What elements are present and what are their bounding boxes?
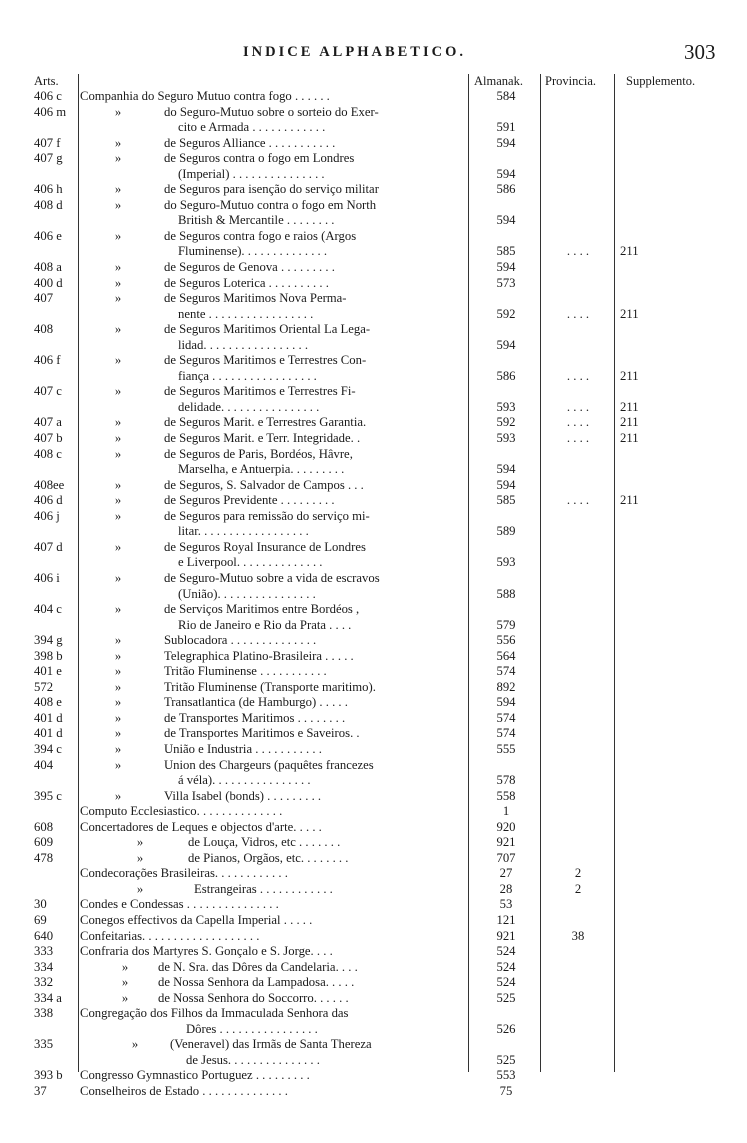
- entry-description: do Seguro-Mutuo sobre o sorteio do Exer-: [164, 104, 379, 119]
- provincia-page: . . . .: [566, 493, 590, 508]
- index-row: [0, 353, 747, 369]
- ditto-mark: »: [121, 990, 129, 1005]
- almanak-page: 593: [496, 555, 516, 570]
- index-row: [0, 835, 747, 851]
- entry-description: de Seguros Maritimos Nova Perma-: [164, 291, 347, 306]
- article-number: 406 f: [34, 353, 61, 368]
- almanak-page: 524: [496, 959, 516, 974]
- entry-description: de Pianos, Orgãos, etc. . . . . . . .: [188, 850, 349, 865]
- entry-description: de Seguros Previdente . . . . . . . . .: [164, 493, 335, 508]
- column-header-supplemento: Supplemento.: [626, 74, 696, 88]
- index-row: [0, 213, 747, 229]
- entry-description: Estrangeiras . . . . . . . . . . . .: [194, 881, 333, 896]
- index-row: [0, 198, 747, 214]
- ditto-mark: »: [114, 570, 122, 585]
- article-number: 478: [34, 850, 54, 865]
- index-row: [0, 991, 747, 1007]
- almanak-page: 594: [496, 462, 516, 477]
- almanak-page: 564: [496, 648, 516, 663]
- almanak-page: 28: [499, 881, 513, 896]
- ditto-mark: »: [114, 508, 122, 523]
- supplemento-page: 211: [620, 415, 639, 430]
- ditto-mark: »: [121, 975, 129, 990]
- entry-description: Tritão Fluminense (Transporte maritimo).: [164, 679, 376, 694]
- index-row: [0, 167, 747, 183]
- index-row: [0, 415, 747, 431]
- ditto-mark: »: [114, 602, 122, 617]
- ditto-mark: »: [114, 104, 122, 119]
- almanak-page: 524: [496, 975, 516, 990]
- almanak-page: 592: [496, 415, 516, 430]
- entry-description: de Seguros Maritimos e Terrestres Fi-: [164, 384, 356, 399]
- index-row: [0, 944, 747, 960]
- index-row: [0, 338, 747, 354]
- entry-description: Congresso Gymnastico Portuguez . . . . . . . . .: [80, 1068, 310, 1083]
- almanak-page: 121: [496, 912, 516, 927]
- almanak-page: 707: [496, 850, 516, 865]
- ditto-mark: »: [114, 353, 122, 368]
- provincia-page: . . . .: [566, 306, 590, 321]
- article-number: 30: [34, 897, 47, 912]
- supplemento-page: 211: [620, 431, 639, 446]
- entry-description: cito e Armada . . . . . . . . . . . .: [178, 120, 326, 135]
- index-entries: [0, 89, 747, 1100]
- almanak-page: 578: [496, 773, 516, 788]
- ditto-mark: »: [136, 881, 144, 896]
- page-header: [0, 40, 747, 68]
- entry-description: Telegraphica Platino-Brasileira . . . . .: [164, 648, 354, 663]
- almanak-page: 556: [496, 633, 516, 648]
- index-row: [0, 695, 747, 711]
- almanak-page: 524: [496, 944, 516, 959]
- supplemento-page: 211: [620, 399, 639, 414]
- entry-description: de Seguros, S. Salvador de Campos . . .: [164, 477, 364, 492]
- entry-description: fiança . . . . . . . . . . . . . . . . .: [178, 368, 317, 383]
- supplemento-page: 211: [620, 493, 639, 508]
- index-row: [0, 1037, 747, 1053]
- ditto-mark: »: [114, 431, 122, 446]
- running-title: INDICE ALPHABETICO.: [243, 44, 466, 60]
- entry-description: de Jesus. . . . . . . . . . . . . . .: [186, 1052, 320, 1067]
- almanak-page: 525: [496, 990, 516, 1005]
- ditto-mark: »: [114, 182, 122, 197]
- entry-description: Sublocadora . . . . . . . . . . . . . .: [164, 633, 317, 648]
- ditto-mark: »: [114, 384, 122, 399]
- almanak-page: 555: [496, 741, 516, 756]
- almanak-page: 586: [496, 368, 516, 383]
- index-row: [0, 571, 747, 587]
- article-number: 406 j: [34, 508, 60, 523]
- index-row: [0, 882, 747, 898]
- entry-description: de Seguro-Mutuo sobre a vida de escravos: [164, 570, 380, 585]
- entry-description: Dôres . . . . . . . . . . . . . . . .: [186, 1021, 318, 1036]
- entry-description: de Seguros Maritimos Oriental La Lega-: [164, 322, 371, 337]
- index-row: [0, 913, 747, 929]
- article-number: 608: [34, 819, 54, 834]
- index-row: [0, 291, 747, 307]
- article-number: 334 a: [34, 990, 62, 1005]
- almanak-page: 558: [496, 788, 516, 803]
- article-number: 406 m: [34, 104, 67, 119]
- ditto-mark: »: [121, 959, 129, 974]
- entry-description: nente . . . . . . . . . . . . . . . . .: [178, 306, 314, 321]
- index-row: [0, 1084, 747, 1100]
- ditto-mark: »: [114, 679, 122, 694]
- index-row: [0, 462, 747, 478]
- entry-description: de Seguros contra fogo e raios (Argos: [164, 228, 357, 243]
- almanak-page: 591: [496, 120, 516, 135]
- index-row: [0, 711, 747, 727]
- ditto-mark: »: [114, 275, 122, 290]
- article-number: 408 e: [34, 695, 62, 710]
- index-row: [0, 120, 747, 136]
- ditto-mark: »: [114, 493, 122, 508]
- almanak-page: 1: [502, 804, 510, 819]
- article-number: 408 a: [34, 260, 62, 275]
- index-row: [0, 929, 747, 945]
- ditto-mark: »: [114, 757, 122, 772]
- provincia-page: . . . .: [566, 244, 590, 259]
- almanak-page: 573: [496, 275, 516, 290]
- ditto-mark: »: [114, 228, 122, 243]
- article-number: 407 d: [34, 539, 63, 554]
- article-number: 407 b: [34, 431, 63, 446]
- entry-description: (União). . . . . . . . . . . . . . . .: [178, 586, 316, 601]
- column-header-provincia: Provincia.: [545, 74, 597, 88]
- index-row: [0, 540, 747, 556]
- almanak-page: 586: [496, 182, 516, 197]
- index-row: [0, 524, 747, 540]
- almanak-page: 553: [496, 1068, 516, 1083]
- article-number: 69: [34, 912, 47, 927]
- almanak-page: 589: [496, 524, 516, 539]
- entry-description: de Serviços Maritimos entre Bordéos ,: [164, 602, 360, 617]
- entry-description: Companhia do Seguro Mutuo contra fogo . . . . . .: [80, 89, 330, 103]
- almanak-page: 920: [496, 819, 516, 834]
- article-number: 407 c: [34, 384, 62, 399]
- article-number: 406 i: [34, 570, 60, 585]
- ditto-mark: »: [114, 539, 122, 554]
- provincia-page: . . . .: [566, 415, 590, 430]
- provincia-page: 38: [571, 928, 585, 943]
- index-row: [0, 680, 747, 696]
- provincia-page: 2: [574, 866, 582, 881]
- almanak-page: 585: [496, 493, 516, 508]
- index-row: [0, 307, 747, 323]
- article-number: 408: [34, 322, 54, 337]
- almanak-page: 574: [496, 726, 516, 741]
- almanak-page: 594: [496, 260, 516, 275]
- article-number: 394 c: [34, 741, 62, 756]
- ditto-mark: »: [136, 850, 144, 865]
- article-number: 398 b: [34, 648, 63, 663]
- entry-description: de Seguros para isenção do serviço militar: [164, 182, 379, 197]
- index-row: [0, 975, 747, 991]
- index-row: [0, 820, 747, 836]
- entry-description: de Seguros Loterica . . . . . . . . . .: [164, 275, 329, 290]
- index-row: [0, 136, 747, 152]
- entry-description: Rio de Janeiro e Rio da Prata . . . .: [178, 617, 352, 632]
- article-number: 406 d: [34, 493, 63, 508]
- entry-description: de Nossa Senhora da Lampadosa. . . . .: [158, 975, 355, 990]
- ditto-mark: »: [114, 633, 122, 648]
- index-row: [0, 369, 747, 385]
- article-number: 406 e: [34, 228, 62, 243]
- entry-description: Congregação dos Filhos da Immaculada Senhora das: [80, 1006, 349, 1021]
- index-row: [0, 726, 747, 742]
- index-row: [0, 897, 747, 913]
- entry-description: de Seguros para remissão do serviço mi-: [164, 508, 370, 523]
- index-row: [0, 602, 747, 618]
- supplemento-page: 211: [620, 368, 639, 383]
- article-number: 404: [34, 757, 54, 772]
- article-number: 338: [34, 1006, 54, 1021]
- index-row: [0, 742, 747, 758]
- article-number: 37: [34, 1084, 47, 1098]
- index-row: [0, 509, 747, 525]
- index-row: [0, 400, 747, 416]
- provincia-page: . . . .: [566, 431, 590, 446]
- entry-description: á véla). . . . . . . . . . . . . . . .: [178, 773, 311, 788]
- index-row: [0, 758, 747, 774]
- index-row: [0, 105, 747, 121]
- index-row: [0, 555, 747, 571]
- ditto-mark: »: [114, 648, 122, 663]
- article-number: 407 a: [34, 415, 62, 430]
- index-row: [0, 866, 747, 882]
- entry-description: de Seguros de Genova . . . . . . . . .: [164, 260, 335, 275]
- almanak-page: 921: [496, 835, 516, 850]
- entry-description: do Seguro-Mutuo contra o fogo em North: [164, 197, 377, 212]
- index-row: [0, 89, 747, 105]
- index-row: [0, 384, 747, 400]
- almanak-page: 594: [496, 166, 516, 181]
- entry-description: Confraria dos Martyres S. Gonçalo e S. Jorge. . . .: [80, 944, 333, 959]
- article-number: 393 b: [34, 1068, 63, 1083]
- article-number: 408ee: [34, 477, 65, 492]
- almanak-page: 594: [496, 477, 516, 492]
- index-row: [0, 431, 747, 447]
- article-number: 333: [34, 944, 54, 959]
- index-row: [0, 789, 747, 805]
- almanak-page: 53: [499, 897, 513, 912]
- index-row: [0, 322, 747, 338]
- article-number: 395 c: [34, 788, 62, 803]
- ditto-mark: »: [114, 135, 122, 150]
- index-row: [0, 773, 747, 789]
- entry-description: lidad. . . . . . . . . . . . . . . . .: [178, 337, 309, 352]
- almanak-page: 27: [499, 866, 513, 881]
- entry-description: Condecorações Brasileiras. . . . . . . . . . . .: [80, 866, 288, 881]
- ditto-mark: »: [136, 835, 144, 850]
- entry-description: de Louça, Vidros, etc . . . . . . .: [188, 835, 341, 850]
- entry-description: de Seguros Maritimos e Terrestres Con-: [164, 353, 367, 368]
- article-number: 407: [34, 291, 54, 306]
- almanak-page: 594: [496, 337, 516, 352]
- entry-description: (Imperial) . . . . . . . . . . . . . . .: [178, 166, 325, 181]
- almanak-page: 594: [496, 695, 516, 710]
- entry-description: de Seguros contra o fogo em Londres: [164, 151, 355, 166]
- ditto-mark: »: [114, 788, 122, 803]
- ditto-mark: »: [114, 260, 122, 275]
- almanak-page: 526: [496, 1021, 516, 1036]
- provincia-page: 2: [574, 881, 582, 896]
- index-row: [0, 804, 747, 820]
- ditto-mark: »: [114, 151, 122, 166]
- index-row: [0, 587, 747, 603]
- entry-description: de Seguros de Paris, Bordéos, Hâvre,: [164, 446, 353, 461]
- ditto-mark: »: [114, 695, 122, 710]
- entry-description: (Veneravel) das Irmãs de Santa Thereza: [170, 1037, 372, 1052]
- article-number: 640: [34, 928, 54, 943]
- entry-description: Confeitarias. . . . . . . . . . . . . . . . . . .: [80, 928, 260, 943]
- index-row: [0, 649, 747, 665]
- entry-description: Conegos effectivos da Capella Imperial . . . . .: [80, 912, 313, 927]
- almanak-page: 594: [496, 135, 516, 150]
- entry-description: de Transportes Maritimos e Saveiros. .: [164, 726, 360, 741]
- index-row: [0, 182, 747, 198]
- entry-description: de Seguros Royal Insurance de Londres: [164, 539, 366, 554]
- almanak-page: 892: [496, 679, 516, 694]
- entry-description: Union des Chargeurs (paquêtes francezes: [164, 757, 374, 772]
- index-row: [0, 478, 747, 494]
- article-number: 401 d: [34, 710, 63, 725]
- index-row: [0, 1022, 747, 1038]
- ditto-mark: »: [114, 322, 122, 337]
- index-row: [0, 633, 747, 649]
- article-number: 401 e: [34, 664, 62, 679]
- article-number: 404 c: [34, 602, 62, 617]
- ditto-mark: »: [114, 664, 122, 679]
- index-row: [0, 276, 747, 292]
- article-number: 407 f: [34, 135, 61, 150]
- almanak-page: 574: [496, 710, 516, 725]
- index-row: [0, 151, 747, 167]
- provincia-page: . . . .: [566, 368, 590, 383]
- article-number: 406 c: [34, 89, 62, 103]
- article-number: 609: [34, 835, 54, 850]
- index-row: [0, 618, 747, 634]
- entry-description: Villa Isabel (bonds) . . . . . . . . .: [164, 788, 322, 803]
- entry-description: Transatlantica (de Hamburgo) . . . . .: [164, 695, 348, 710]
- article-number: 572: [34, 679, 54, 694]
- ditto-mark: »: [114, 197, 122, 212]
- ditto-mark: »: [114, 477, 122, 492]
- article-number: 408 d: [34, 197, 63, 212]
- index-row: [0, 447, 747, 463]
- index-row: [0, 1068, 747, 1084]
- almanak-page: 594: [496, 213, 516, 228]
- index-row: [0, 260, 747, 276]
- index-row: [0, 493, 747, 509]
- article-number: 332: [34, 975, 54, 990]
- entry-description: Conselheiros de Estado . . . . . . . . . . . . . .: [80, 1084, 288, 1098]
- entry-description: e Liverpool. . . . . . . . . . . . . .: [178, 555, 323, 570]
- article-number: 394 g: [34, 633, 63, 648]
- entry-description: Computo Ecclesiastico. . . . . . . . . . . . . .: [80, 804, 283, 819]
- ditto-mark: »: [114, 446, 122, 461]
- entry-description: de Seguros Marit. e Terr. Integridade. .: [164, 431, 361, 446]
- ditto-mark: »: [131, 1037, 139, 1052]
- article-number: 334: [34, 959, 54, 974]
- entry-description: British & Mercantile . . . . . . . .: [178, 213, 335, 228]
- entry-description: de Seguros Alliance . . . . . . . . . . .: [164, 135, 336, 150]
- entry-description: Tritão Fluminense . . . . . . . . . . .: [164, 664, 327, 679]
- article-number: 335: [34, 1037, 54, 1052]
- almanak-page: 574: [496, 664, 516, 679]
- almanak-page: 592: [496, 306, 516, 321]
- ditto-mark: »: [114, 415, 122, 430]
- index-row: [0, 851, 747, 867]
- almanak-page: 584: [496, 89, 516, 103]
- ditto-mark: »: [114, 726, 122, 741]
- almanak-page: 593: [496, 399, 516, 414]
- entry-description: União e Industria . . . . . . . . . . .: [164, 741, 322, 756]
- article-number: 406 h: [34, 182, 63, 197]
- index-row: [0, 1053, 747, 1069]
- entry-description: Marselha, e Antuerpia. . . . . . . . .: [178, 462, 345, 477]
- entry-description: de Seguros Marit. e Terrestres Garantia.: [164, 415, 367, 430]
- article-number: 401 d: [34, 726, 63, 741]
- index-row: [0, 244, 747, 260]
- index-row: [0, 1006, 747, 1022]
- almanak-page: 921: [496, 928, 516, 943]
- entry-description: de Nossa Senhora do Soccorro. . . . . .: [158, 990, 349, 1005]
- almanak-page: 75: [499, 1084, 513, 1098]
- provincia-page: . . . .: [566, 399, 590, 414]
- article-number: 400 d: [34, 275, 63, 290]
- almanak-page: 579: [496, 617, 516, 632]
- article-number: 408 c: [34, 446, 62, 461]
- entry-description: de Transportes Maritimos . . . . . . . .: [164, 710, 346, 725]
- entry-description: litar. . . . . . . . . . . . . . . . . .: [178, 524, 309, 539]
- index-row: [0, 664, 747, 680]
- almanak-page: 585: [496, 244, 516, 259]
- entry-description: Condes e Condessas . . . . . . . . . . . . . . .: [80, 897, 279, 912]
- almanak-page: 593: [496, 431, 516, 446]
- ditto-mark: »: [114, 710, 122, 725]
- article-number: 407 g: [34, 151, 63, 166]
- column-header-almanak: Almanak.: [474, 74, 523, 88]
- entry-description: Fluminense). . . . . . . . . . . . . .: [178, 244, 328, 259]
- page-number: 303: [684, 40, 716, 64]
- entry-description: Concertadores de Leques e objectos d'arte. . . . .: [80, 819, 322, 834]
- index-row: [0, 960, 747, 976]
- ditto-mark: »: [114, 291, 122, 306]
- almanak-page: 525: [496, 1052, 516, 1067]
- supplemento-page: 211: [620, 244, 639, 259]
- index-row: [0, 229, 747, 245]
- column-header-arts: Arts.: [34, 74, 59, 88]
- supplemento-page: 211: [620, 306, 639, 321]
- entry-description: delidade. . . . . . . . . . . . . . . .: [178, 399, 320, 414]
- almanak-page: 588: [496, 586, 516, 601]
- entry-description: de N. Sra. das Dôres da Candelaria. . . .: [158, 959, 358, 974]
- ditto-mark: »: [114, 741, 122, 756]
